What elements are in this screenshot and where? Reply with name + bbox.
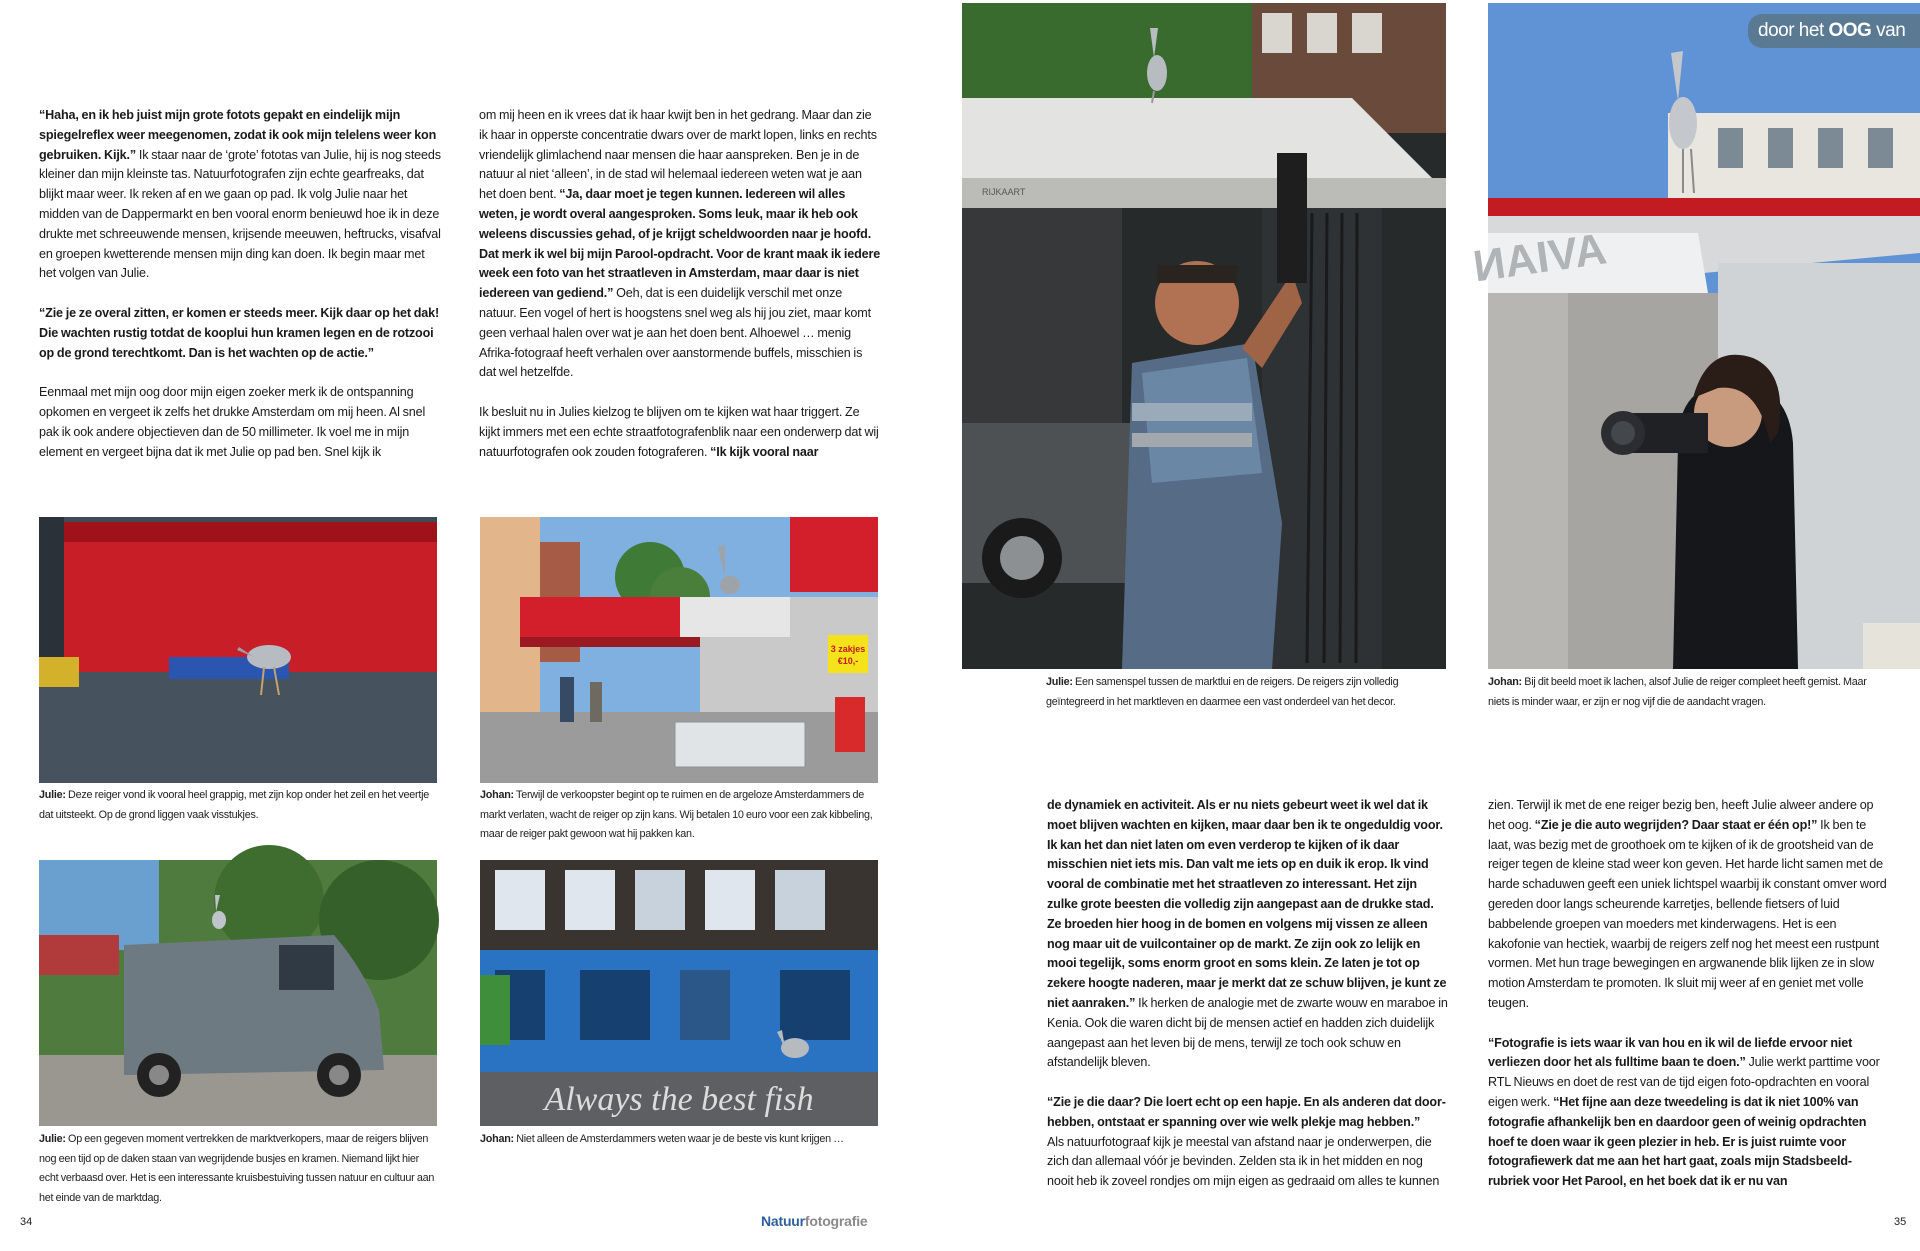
body-3: om mij heen en ik vrees dat ik haar kwijt ben in het gedrang. Maar dan zie ik haar in opperste concentratie dwars over de markt lopen, links en rechts vriendelijk glimlachend naar mensen die haar aanspreken. Ben je in de natuur al niet ‘alleen’, in de stad wil helemaal iedereen weten wat je aan het doen bent.	[479, 108, 877, 202]
photo-heron-on-van	[39, 860, 437, 1126]
caption-1: Julie: Deze reiger vond ik vooral heel grappig, met zijn kop onder het zeil en het veertje dat uitsteekt. Op de grond liggen vaak visstukjes.	[39, 789, 430, 821]
body-9: Ik ben te laat, was bezig met de groothoek om te kijken of ik de grootsheid van de reiger tegen de kleine stad weer kon geven. Het harde licht samen met de harde schaduwen geeft een uniek lichtspel waarbij ik constant omver word gereden door langs scheurende karretjes, bellende fietsers of luid babbelende groepen van moeders met kinderwagens. Het is een kakofonie van hectiek, waarbij de reigers zelf nog het meest een rustpunt vormen. Met hun trage bewegingen en argwanende blik lijken ze in slow motion Amsterdam te promoten. Ik sluit mij weer af en geniet met volle teugen.	[1488, 817, 1887, 1010]
text-column-3	[1047, 796, 1449, 1192]
fish-sign-text: Always the best fish	[544, 1081, 814, 1118]
body-1: Ik staar naar de ‘grote’ fototas van Julie, hij is nog steeds kleiner dan mijn kleinste tas. Natuurfotografen zijn echte gearfreaks, dat blijkt maar weer. Ik reken af en we gaan op pad. Ik volg Julie naar het midden van de Dappermarkt en ben vooral enorm benieuwd hoe ik in deze drukte met schreeuwende mensen, krijsende meeuwen, heftrucks, visafval en groepen kwetterende mensen mijn ding kan doen. Ik begin maar met het volgen van Julie.	[39, 147, 441, 281]
text-column-2	[479, 106, 881, 462]
photo-heron-red-tarp	[39, 517, 437, 783]
page-number-right: 35	[1894, 1216, 1907, 1228]
quote-5: de dynamiek en activiteit. Als er nu niets gebeurt weet ik wel dat ik moet blijven wachten en kijken, maar daar ben ik te ongeduldig voor. Ik kan het dan niet laten om even verderop te kijken of ik daar misschien niet iets mis. Dan valt me iets op en duik ik erop. Ik vind vooral de combinatie met het straatleven zo interessant. Het zijn zulke grote beesten die volledig zijn aangepast aan de drukke stad. Ze broeden hier hoog in de bomen en volgens mij vissen ze alleen nog maar uit de vuilcontainer op de markt. Ze zijn ook zo lelijk en mooi tegelijk, soms enorm groot en soms klein. Ze laten je tot op zekere hoogte naderen, maar je merkt dat ze schuw blijven, je kunt ze niet aanraken.”	[1047, 798, 1447, 1010]
caption-2: Johan: Terwijl de verkoopster begint op te ruimen en de argeloze Amsterdammers de markt verlaten, wacht de reiger op zijn kans. Wij betalen 10 euro voor een zak kibbeling, maar de reiger pakt gewoon wat hij pakken kan.	[480, 789, 873, 840]
body-5: Ik besluit nu in Julies kielzog te blijven om te kijken wat haar triggert. Ze kijkt immers met een echte straatfotografenblik naar een onderwerp dat wij natuurfotografen ook zouden fotograferen.	[479, 404, 879, 459]
quote-8: “Fotografie is iets waar ik van hou en ik wil de liefde ervoor niet verliezen door het als fulltime baan te doen.”	[1488, 1035, 1853, 1070]
quote-6: “Zie je die daar? Die loert echt op een hapje. En als anderen dat door-hebben, ontstaat er spanning over wie welk plekje mag hebben.”	[1047, 1094, 1446, 1129]
footer-brand: Natuurfotografie	[761, 1213, 868, 1229]
text-column-1	[39, 106, 441, 462]
truck-text: AVIAN	[1470, 224, 1610, 292]
body-2: Eenmaal met mijn oog door mijn eigen zoeker merk ik de ontspanning opkomen en vergeet ik zelfs het drukke Amsterdam om mij heen. Al snel pak ik ook andere objectieven dan de 50 millimeter. Ik voel me in mijn element en vergeet bijna dat ik met Julie op pad ben. Snel kijk ik	[39, 385, 426, 459]
quote-4: “Ik kijk vooral naar	[710, 444, 819, 459]
body-7: Als natuurfotograaf kijk je meestal van afstand naar je onderwerpen, die zich dan allemaal vóór je bevinden. Zelden sta ik in het midden en nog nooit heb ik zoveel rondjes om mijn eigen as gedraaid om alles te kunnen	[1047, 1134, 1440, 1189]
body-8: zien. Terwijl ik met de ene reiger bezig ben, heeft Julie alweer andere op het oog.	[1488, 798, 1874, 832]
photo-vendor-heron	[962, 3, 1446, 669]
page-number-left: 34	[20, 1216, 33, 1228]
caption-3: Julie: Op een gegeven moment vertrekken de marktverkopers, maar de reigers blijven nog een tijd op de daken staan van wegrijdende busjes en kramen. Niemand lijkt hier echt verbaasd over. Het is een interessante kruisbestuiving tussen natuur en cultuur aan het einde van de marktdag.	[39, 1133, 435, 1204]
photo-heron-fish-sign	[480, 860, 878, 1126]
body-10: Julie werkt parttime voor RTL Nieuws en doet de rest van de tijd eigen foto-opdrachten en vooral eigen werk.	[1488, 1055, 1880, 1109]
caption-5: Julie: Een samenspel tussen de marktlui en de reigers. De reigers zijn volledig geïntegreerd in het marktleven en daarmee een vast onderdeel van het decor.	[1046, 676, 1399, 708]
stall-text: RIJKAART	[982, 187, 1026, 197]
quote-9: “Het fijne aan deze tweedeling is dat ik niet 100% van fotografie afhankelijk ben en daardoor geen of weinig opdrachten hoef te doen waar ik geen plezier in heb. Er is juist ruimte voor fotografiewerk dat me aan het hart gaat, zoals mijn Stadsbeeld-rubriek voor Het Parool, en het boek dat ik er nu van	[1488, 1094, 1867, 1189]
body-6: Ik herken de analogie met de zwarte wouw en maraboe in Kenia. Ook die waren dicht bij de mensen actief en hadden zich duidelijk aangepast aan het leven bij de mens, terwijl ze toch ook schuw en afstandelijk bleven.	[1047, 995, 1448, 1070]
price-sign: 3 zakjes €10,-	[830, 644, 866, 666]
quote-3: “Ja, daar moet je tegen kunnen. Iedereen wil alles weten, je wordt overal aangesproken. Soms leuk, maar ik heb ook weleens discussies gehad, of je krijgt scheldwoorden naar je hoofd. Dat merk ik wel bij mijn Parool-opdracht. Voor de krant maak ik iedere week een foto van het straatleven in Amsterdam, maar daar is niet iedereen van gediend.”	[479, 187, 881, 301]
photo-julie-heron	[1470, 3, 1920, 669]
caption-4: Johan: Niet alleen de Amsterdammers weten waar je de beste vis kunt krijgen …	[480, 1133, 844, 1145]
caption-6: Johan: Bij dit beeld moet ik lachen, alsof Julie de reiger compleet heeft gemist. Maar niets is minder waar, er zijn er nog vijf die de aandacht vragen.	[1488, 676, 1867, 708]
section-tag: door het OOG van	[1748, 14, 1920, 48]
body-4: Oeh, dat is een duidelijk verschil met onze natuur. Een vogel of hert is hoogstens snel weg als hij jou ziet, maar komt geen verhaal halen over wat je aan het doen bent. Alhoewel … menig Afrika-fotograaf heeft verhalen over aanstormende buffels, misschien is dat wel hetzelfde.	[479, 286, 871, 380]
text-column-4	[1488, 796, 1890, 1192]
quote-1: “Haha, en ik heb juist mijn grote fotots gepakt en eindelijk mijn spiegelreflex weer meegenomen, zodat ik ook mijn telelens weer kon gebruiken. Kijk.”	[39, 108, 437, 162]
photo-heron-market-stall	[480, 517, 878, 783]
quote-7: “Zie je die auto wegrijden? Daar staat er één op!”	[1534, 817, 1818, 832]
quote-2: “Zie je ze overal zitten, er komen er steeds meer. Kijk daar op het dak! Die wachten rustig totdat de kooplui hun kramen legen en de rotzooi op de grond terechtkomt. Dan is het wachten op de actie.”	[39, 305, 440, 360]
right-page	[961, 0, 1920, 1251]
